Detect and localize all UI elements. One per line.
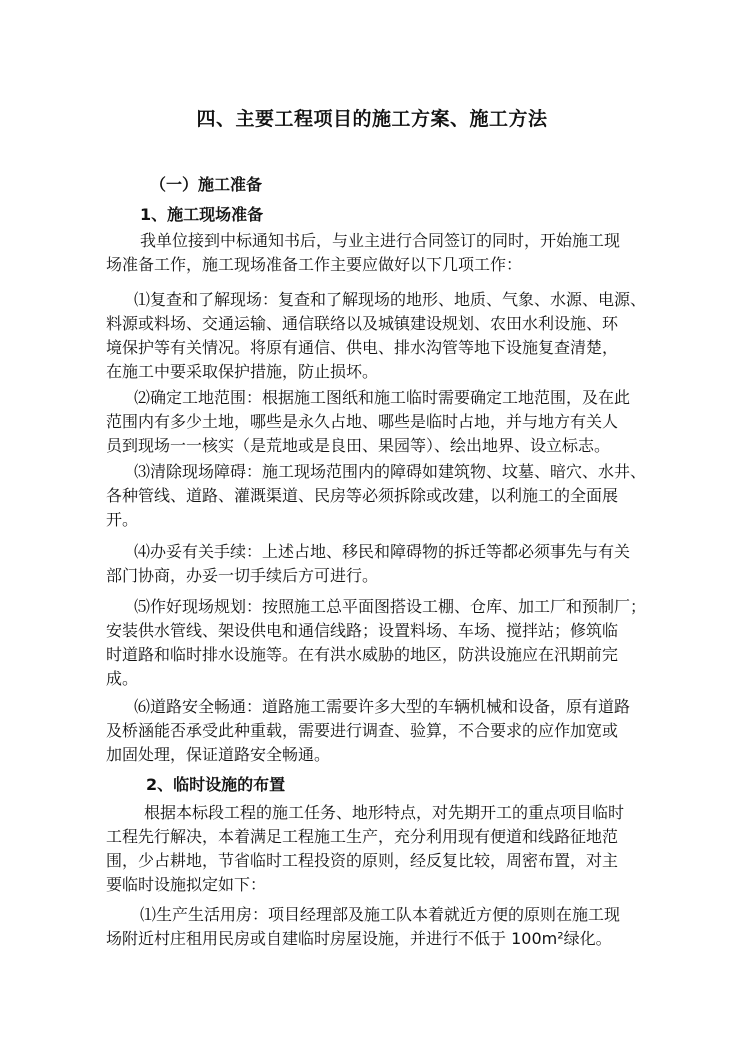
- paragraph-line: 根据本标段工程的施工任务、地形特点，对先期开工的重点项目临时: [144, 803, 625, 822]
- paragraph-line: 及桥涵能否承受此种重载，需要进行调查、验算，不合要求的应作加宽或: [106, 721, 619, 740]
- subsection-heading: 1、施工现场准备: [140, 205, 264, 224]
- paragraph-line: 料源或料场、交通运输、通信联络以及城镇建设规划、农田水利设施、环: [106, 314, 619, 333]
- paragraph-line: 我单位接到中标通知书后，与业主进行合同签订的同时，开始施工现: [140, 231, 621, 250]
- list-item: [106, 695, 651, 767]
- subsection-heading: 2、临时设施的布置: [146, 775, 286, 794]
- paragraph-line: ⑴复查和了解现场：复查和了解现场的地形、地质、气象、水源、电源、: [134, 290, 647, 309]
- paragraph-line: ⑴生产生活用房：项目经理部及施工队本着就近方便的原则在施工现: [140, 905, 621, 924]
- paragraph-line: 员到现场一一核实（是荒地或是良田、果园等）、绘出地界、设立标志。: [106, 436, 611, 455]
- paragraph-line: 围，少占耕地，节省临时工程投资的原则，经反复比较，周密布置，对主: [106, 851, 619, 870]
- section-heading: （一）施工准备: [150, 175, 263, 194]
- page-title: 四、主要工程项目的施工方案、施工方法: [196, 108, 548, 130]
- paragraph-line: ⑹道路安全畅通：道路施工需要许多大型的车辆机械和设备，原有道路: [134, 697, 631, 716]
- paragraph-line: 开。: [106, 510, 139, 529]
- intro-paragraph: [106, 801, 651, 897]
- paragraph-line: 安装供水管线、架设供电和通信线路；设置料场、车场、搅拌站；修筑临: [106, 621, 619, 640]
- paragraph-line: 加固处理，保证道路安全畅通。: [106, 745, 331, 764]
- paragraph-line: 时道路和临时排水设施等。在有洪水威胁的地区，防洪设施应在汛期前完: [106, 645, 619, 664]
- paragraph-line: 范围内有多少土地，哪些是永久占地、哪些是临时占地，并与地方有关人: [106, 412, 619, 431]
- list-item: [106, 288, 651, 384]
- list-item: [106, 903, 651, 951]
- intro-paragraph: [106, 229, 651, 277]
- paragraph-line: 场准备工作，施工现场准备工作主要应做好以下几项工作：: [106, 255, 523, 274]
- paragraph-line: 工程先行解决，本着满足工程施工生产，充分利用现有便道和线路征地范: [106, 827, 619, 846]
- paragraph-line: 场附近村庄租用民房或自建临时房屋设施，并进行不低于 100m²绿化。: [106, 929, 612, 948]
- paragraph-line: ⑸作好现场规划：按照施工总平面图搭设工棚、仓库、加工厂和预制厂；: [134, 597, 647, 616]
- paragraph-line: 成。: [106, 669, 139, 688]
- paragraph-line: ⑶清除现场障碍：施工现场范围内的障碍如建筑物、坟墓、暗穴、水井、: [134, 462, 647, 481]
- paragraph-line: 境保护等有关情况。将原有通信、供电、排水沟管等地下设施复查清楚，: [106, 338, 619, 357]
- paragraph-line: 部门协商，办妥一切手续后方可进行。: [106, 566, 379, 585]
- list-item: [106, 460, 651, 532]
- paragraph-line: ⑷办妥有关手续：上述占地、移民和障碍物的拆迁等都必须事先与有关: [134, 542, 631, 561]
- paragraph-line: 在施工中要采取保护措施，防止损坏。: [106, 362, 379, 381]
- list-item: [106, 386, 651, 458]
- paragraph-line: ⑵确定工地范围：根据施工图纸和施工临时需要确定工地范围，及在此: [134, 388, 631, 407]
- paragraph-line: 各种管线、道路、灌溉渠道、民房等必须拆除或改建，以利施工的全面展: [106, 486, 619, 505]
- paragraph-line: 要临时设施拟定如下：: [106, 875, 267, 894]
- list-item: [106, 595, 651, 691]
- list-item: [106, 540, 651, 588]
